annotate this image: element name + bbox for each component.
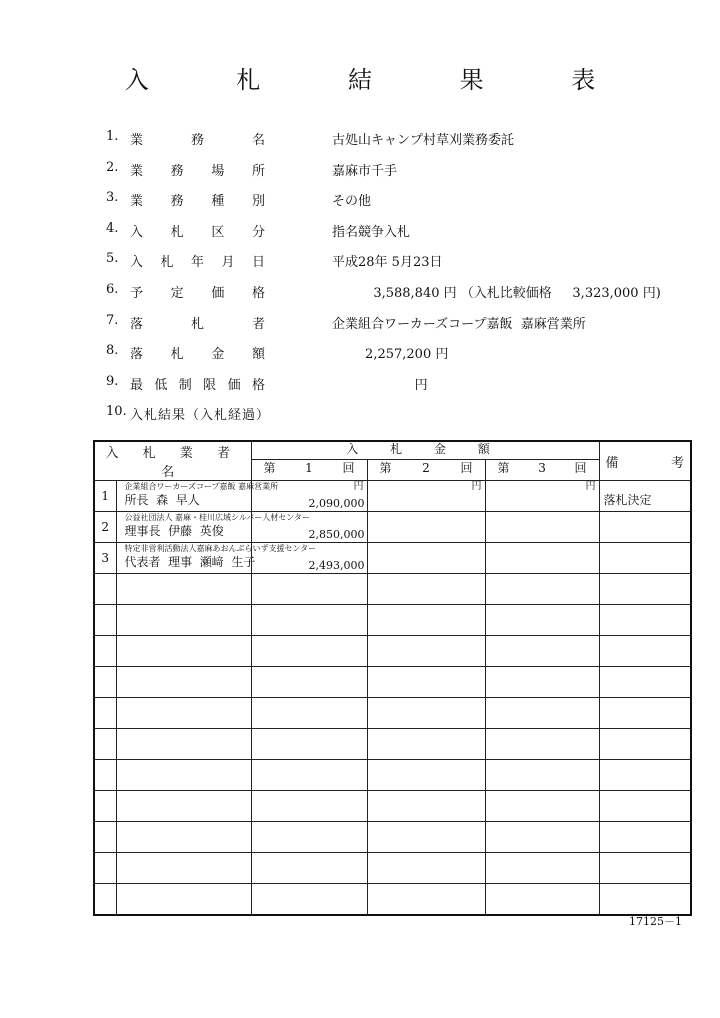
table-row-empty: [94, 760, 691, 791]
empty-cell: [94, 667, 116, 698]
page-title: 入 札 結 果 表: [124, 66, 636, 94]
remarks-cell: [599, 512, 691, 543]
bidder-cell: [116, 512, 310, 543]
row-number: 2: [94, 512, 116, 543]
item-number: 6.: [106, 282, 119, 297]
header-round-3: 第 3 回: [485, 460, 599, 481]
empty-cell: [94, 760, 116, 791]
table-row-empty: [94, 729, 691, 760]
table-row: [94, 512, 691, 543]
item-label: 業 務 種 別: [130, 194, 265, 210]
empty-cell: [367, 636, 485, 667]
header-round-1: 第 1 回: [251, 460, 367, 481]
remarks-cell: [599, 543, 691, 574]
bidder-company: 特定非営利活動法人嘉麻あおんぶらいず支援センター: [124, 544, 317, 553]
item-label: 最 低 制 限 価 格: [130, 377, 265, 393]
empty-cell: [251, 698, 367, 729]
item-value: 2,257,200 円: [332, 347, 449, 363]
item-number: 10.: [106, 404, 127, 420]
empty-cell: [116, 574, 251, 605]
empty-cell: [367, 760, 485, 791]
empty-cell: [485, 698, 599, 729]
item-value: 円: [332, 377, 428, 393]
item-row: [106, 282, 686, 302]
item-row: [106, 251, 686, 271]
amount-round-3: 円: [485, 481, 599, 512]
empty-cell: [485, 574, 599, 605]
item-row: [106, 313, 686, 333]
empty-cell: [251, 760, 367, 791]
empty-cell: [94, 822, 116, 853]
empty-cell: [485, 636, 599, 667]
item-row: [106, 190, 686, 210]
empty-cell: [251, 884, 367, 916]
empty-cell: [367, 884, 485, 916]
amount-round-2: [367, 512, 485, 543]
header-bidder-name: 入 札 業 者 名: [94, 441, 251, 481]
empty-cell: [599, 729, 691, 760]
item-number: 1.: [106, 129, 119, 144]
row-number: 3: [94, 543, 116, 574]
table-row-empty: [94, 791, 691, 822]
empty-cell: [367, 574, 485, 605]
amount-round-1: 2,493,000: [251, 543, 367, 574]
empty-cell: [599, 667, 691, 698]
empty-cell: [485, 605, 599, 636]
bid-result-table: [93, 440, 692, 916]
empty-cell: [367, 853, 485, 884]
empty-cell: [367, 605, 485, 636]
header-round-2: 第 2 回: [367, 460, 485, 481]
item-row: [106, 343, 686, 363]
item-label: 業 務 名: [130, 133, 265, 148]
amount-round-3: [485, 512, 599, 543]
item-label: 予 定 価 格: [130, 286, 265, 301]
item-value: 3,588,840 円 （入札比較価格 3,323,000 円): [332, 286, 661, 301]
item-row: [106, 129, 686, 149]
empty-cell: [94, 791, 116, 822]
empty-cell: [251, 729, 367, 760]
item-number: 7.: [106, 312, 119, 328]
table-row-empty: [94, 667, 691, 698]
empty-cell: [599, 636, 691, 667]
bidder-representative: 所長 森 早人: [124, 493, 200, 507]
empty-cell: [485, 667, 599, 698]
item-value: 平成28年 5月23日: [332, 255, 443, 271]
amount-round-2: [367, 543, 485, 574]
bidder-representative: 代表者 理事 瀬﨑 生子: [124, 555, 256, 569]
table-row-empty: [94, 822, 691, 853]
empty-cell: [599, 698, 691, 729]
empty-cell: [367, 791, 485, 822]
empty-cell: [485, 791, 599, 822]
empty-cell: [116, 884, 251, 916]
empty-cell: [94, 605, 116, 636]
item-value: 指名競争入札: [332, 224, 411, 240]
amount-round-1: 2,850,000: [251, 512, 367, 543]
remarks-cell: 落札決定: [599, 481, 691, 512]
empty-cell: [94, 636, 116, 667]
empty-cell: [116, 729, 251, 760]
item-row: [106, 404, 686, 424]
empty-cell: [116, 760, 251, 791]
bidder-company: 公益社団法人 嘉麻・桂川広域シルバー人材センター: [124, 513, 310, 522]
empty-cell: [251, 574, 367, 605]
header-bid-amount: 入 札 金 額: [251, 441, 599, 460]
empty-cell: [116, 605, 251, 636]
table-row-empty: [94, 884, 691, 916]
item-number: 3.: [106, 190, 119, 206]
item-number: 5.: [106, 251, 119, 267]
empty-cell: [94, 884, 116, 916]
item-label: 業 務 場 所: [130, 163, 265, 179]
table-row-empty: [94, 605, 691, 636]
empty-cell: [251, 822, 367, 853]
table-row-empty: [94, 574, 691, 605]
empty-cell: [94, 729, 116, 760]
empty-cell: [599, 605, 691, 636]
item-row: [106, 374, 686, 394]
bidder-representative: 理事長 伊藤 英俊: [124, 524, 224, 538]
table-row: [94, 543, 691, 574]
item-value: 嘉麻市千手: [332, 163, 398, 179]
empty-cell: [116, 698, 251, 729]
item-value: 企業組合ワーカーズコープ嘉飯 嘉麻営業所: [332, 316, 586, 332]
empty-cell: [116, 822, 251, 853]
item-label: 落 札 者: [130, 316, 265, 332]
header-remarks: 備 考: [599, 441, 691, 481]
empty-cell: [94, 574, 116, 605]
item-number: 9.: [106, 373, 119, 389]
item-number: 4.: [106, 220, 119, 236]
item-label: 入 札 区 分: [130, 224, 265, 240]
empty-cell: [367, 667, 485, 698]
empty-cell: [599, 822, 691, 853]
empty-cell: [599, 574, 691, 605]
empty-cell: [485, 884, 599, 916]
empty-cell: [485, 853, 599, 884]
empty-cell: [485, 822, 599, 853]
item-value: その他: [332, 194, 372, 210]
item-label: 入札結果（入札経過）: [130, 408, 271, 424]
empty-cell: [251, 605, 367, 636]
empty-cell: [367, 729, 485, 760]
item-number: 8.: [106, 343, 119, 359]
empty-cell: [599, 791, 691, 822]
empty-cell: [251, 636, 367, 667]
empty-cell: [485, 760, 599, 791]
item-number: 2.: [106, 159, 119, 175]
amount-round-3: [485, 543, 599, 574]
bidder-cell: [116, 543, 317, 574]
item-label: 落 札 金 額: [130, 347, 265, 363]
item-row: [106, 221, 686, 241]
empty-cell: [251, 853, 367, 884]
item-value: 古処山キャンプ村草刈業務委託: [332, 133, 515, 148]
empty-cell: [251, 791, 367, 822]
empty-cell: [94, 853, 116, 884]
empty-cell: [116, 853, 251, 884]
empty-cell: [116, 636, 251, 667]
table-row-empty: [94, 853, 691, 884]
empty-cell: [599, 853, 691, 884]
empty-cell: [367, 822, 485, 853]
empty-cell: [599, 760, 691, 791]
table-row: [94, 481, 691, 512]
bidder-company: 企業組合ワーカーズコープ嘉飯 嘉麻営業所: [124, 482, 279, 491]
bidder-cell: [116, 481, 279, 512]
table-row-empty: [94, 636, 691, 667]
page-footer-code: 17125－1: [629, 915, 682, 928]
empty-cell: [251, 667, 367, 698]
empty-cell: [116, 791, 251, 822]
table-row-empty: [94, 698, 691, 729]
empty-cell: [599, 884, 691, 916]
item-label: 入 札 年 月 日: [130, 255, 265, 271]
empty-cell: [116, 667, 251, 698]
row-number: 1: [94, 481, 116, 512]
amount-round-1: 円 2,090,000: [251, 481, 367, 512]
empty-cell: [367, 698, 485, 729]
empty-cell: [485, 729, 599, 760]
empty-cell: [94, 698, 116, 729]
amount-round-2: 円: [367, 481, 485, 512]
item-row: [106, 160, 686, 180]
